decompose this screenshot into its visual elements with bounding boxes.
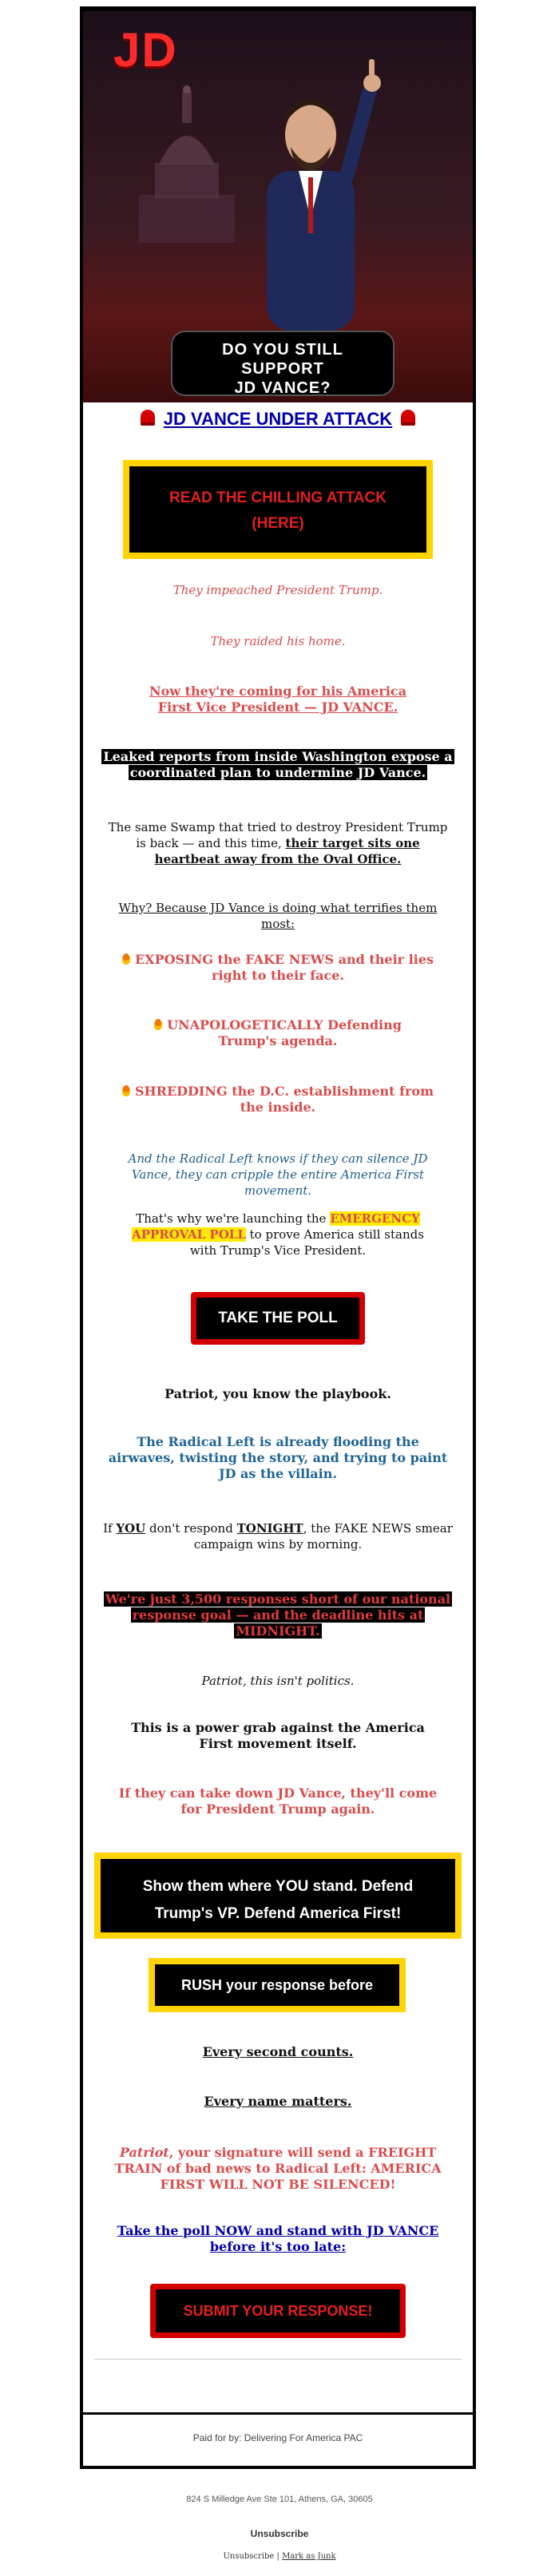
playbook-line: Patriot, you know the playbook. [165,1386,391,1401]
every-second-text: Every second counts. [202,2044,354,2059]
headline-row [83,409,473,430]
bullet-shredding-text: SHREDDING the D.C. establishment from the inside. [134,1084,434,1115]
submit-response-button[interactable]: SUBMIT YOUR RESPONSE! [150,2284,406,2338]
mark-junk-link[interactable]: Mark as Junk [282,2552,336,2561]
headline-link[interactable]: JD VANCE UNDER ATTACK [163,409,393,429]
swamp-paragraph [83,819,473,867]
hero-image[interactable] [83,11,473,402]
capitol-dome-image [131,75,243,243]
badge-line-3: JD VANCE? [234,379,331,397]
speaker-photo [235,59,394,331]
fire-icon [122,1085,130,1096]
hero-logo: JD [113,23,178,77]
support-question-badge [171,331,394,396]
take-poll-now-line[interactable] [83,2223,473,2255]
footer-divider [94,2359,462,2360]
leaked-line [83,749,473,781]
deadline-text: We're just 3,500 responses short of our national response goal — and the deadline hits at MIDNIGHT. [105,1591,451,1639]
rush-response-button[interactable] [149,1958,406,2035]
tonight-emphasis: TONIGHT [236,1521,303,1536]
read-attack-button[interactable] [123,460,433,559]
coming-link[interactable]: Now they're coming for his America First Vice President — JD VANCE. [149,684,406,715]
swamp-emphasis: their target sits one heartbeat away from the Oval Office. [154,836,420,866]
launch-text-pre: That's why we're launching the [136,1211,331,1226]
not-politics-line: Patriot, this isn't politics. [201,1674,355,1688]
every-name-text: Every name matters. [204,2094,352,2109]
signature-text: , your signature will send a FREIGHT TRAIN of bad news to Radical Left: AMERICA FIRST WILL NOT BE SILENCED! [114,2145,442,2192]
siren-icon [401,410,415,426]
badge-line-1: DO YOU STILL [222,341,343,359]
take-down-line: If they can take down JD Vance, they'll come for President Trump again. [118,1785,438,1817]
email-frame [80,6,476,2469]
unsubscribe-separator: | [276,2552,280,2561]
take-poll-now-link[interactable]: Take the poll NOW and stand with JD VANCE before it's too late: [117,2223,439,2254]
rush-label: RUSH your response before [180,1977,374,1993]
unsubscribe-row [0,2552,559,2561]
bullet-exposing-text: EXPOSING the FAKE NEWS and their lies right to their face. [134,952,434,983]
every-second-line [83,2044,473,2059]
raided-line: They raided his home. [210,634,346,648]
tonight-text-2: don't respond [145,1521,237,1536]
read-attack-label-1: READ THE CHILLING ATTACK [169,489,387,506]
tonight-line [83,1520,473,1552]
fire-icon [154,1019,162,1030]
radical-left-line: And the Radical Left knows if they can silence JD Vance, they can cripple the entire America First movement. [128,1151,428,1198]
signature-patriot: Patriot [119,2145,169,2160]
signature-line [83,2145,473,2193]
tonight-text-1: If [103,1521,117,1536]
unsubscribe-link[interactable]: Unsubscribe [223,2552,275,2561]
impeached-line: They impeached President Trump. [172,583,383,597]
paid-for-text: Paid for by: Delivering For America PAC [192,2432,363,2443]
bullet-shredding [83,1084,473,1116]
emergency-poll-highlight: EMERGENCY APPROVAL POLL [132,1211,420,1242]
bullet-exposing [83,952,473,984]
fire-icon [122,953,130,965]
why-line [83,900,473,932]
badge-line-2: SUPPORT [241,360,324,378]
show-them-label-1: Show them where YOU stand. Defend [142,1878,414,1895]
siren-icon [141,410,155,426]
show-them-button[interactable] [94,1853,462,1939]
take-poll-button[interactable]: TAKE THE POLL [191,1292,365,1345]
launch-paragraph [83,1211,473,1258]
why-text: Why? Because JD Vance is doing what terrifies them most: [118,901,438,931]
you-emphasis: YOU [116,1521,146,1536]
address-line: 824 S Milledge Ave Ste 101, Athens, GA, 30605 [186,2495,373,2504]
every-name-line [83,2094,473,2109]
bullet-defending [83,1017,473,1049]
power-grab-line: This is a power grab against the America First movement itself. [131,1720,425,1751]
unsubscribe-heading[interactable]: Unsubscribe [250,2528,309,2539]
deadline-line [83,1591,473,1639]
leaked-text: Leaked reports from inside Washington expose a coordinated plan to undermine JD Vance. [103,749,453,780]
coming-line[interactable] [83,684,473,715]
tonight-text-3: , the FAKE NEWS smear campaign wins by morning. [193,1521,453,1552]
launch-text-post: to prove America still stands with Trump's Vice President. [189,1227,424,1258]
rush-midnight: MIDNIGHT [241,2019,313,2035]
swamp-text: The same Swamp that tried to destroy President Trump is back — and this time, [108,820,448,850]
bullet-defending-text: UNAPOLOGETICALLY Defending Trump's agenda. [167,1017,402,1048]
read-attack-label-2: (HERE) [252,515,304,532]
show-them-label-2: Trump's VP. Defend America First! [154,1905,402,1922]
flooding-line: The Radical Left is already flooding the airwaves, twisting the story, and trying to paint JD as the villain. [108,1434,448,1481]
paid-for-footer [83,2412,473,2466]
